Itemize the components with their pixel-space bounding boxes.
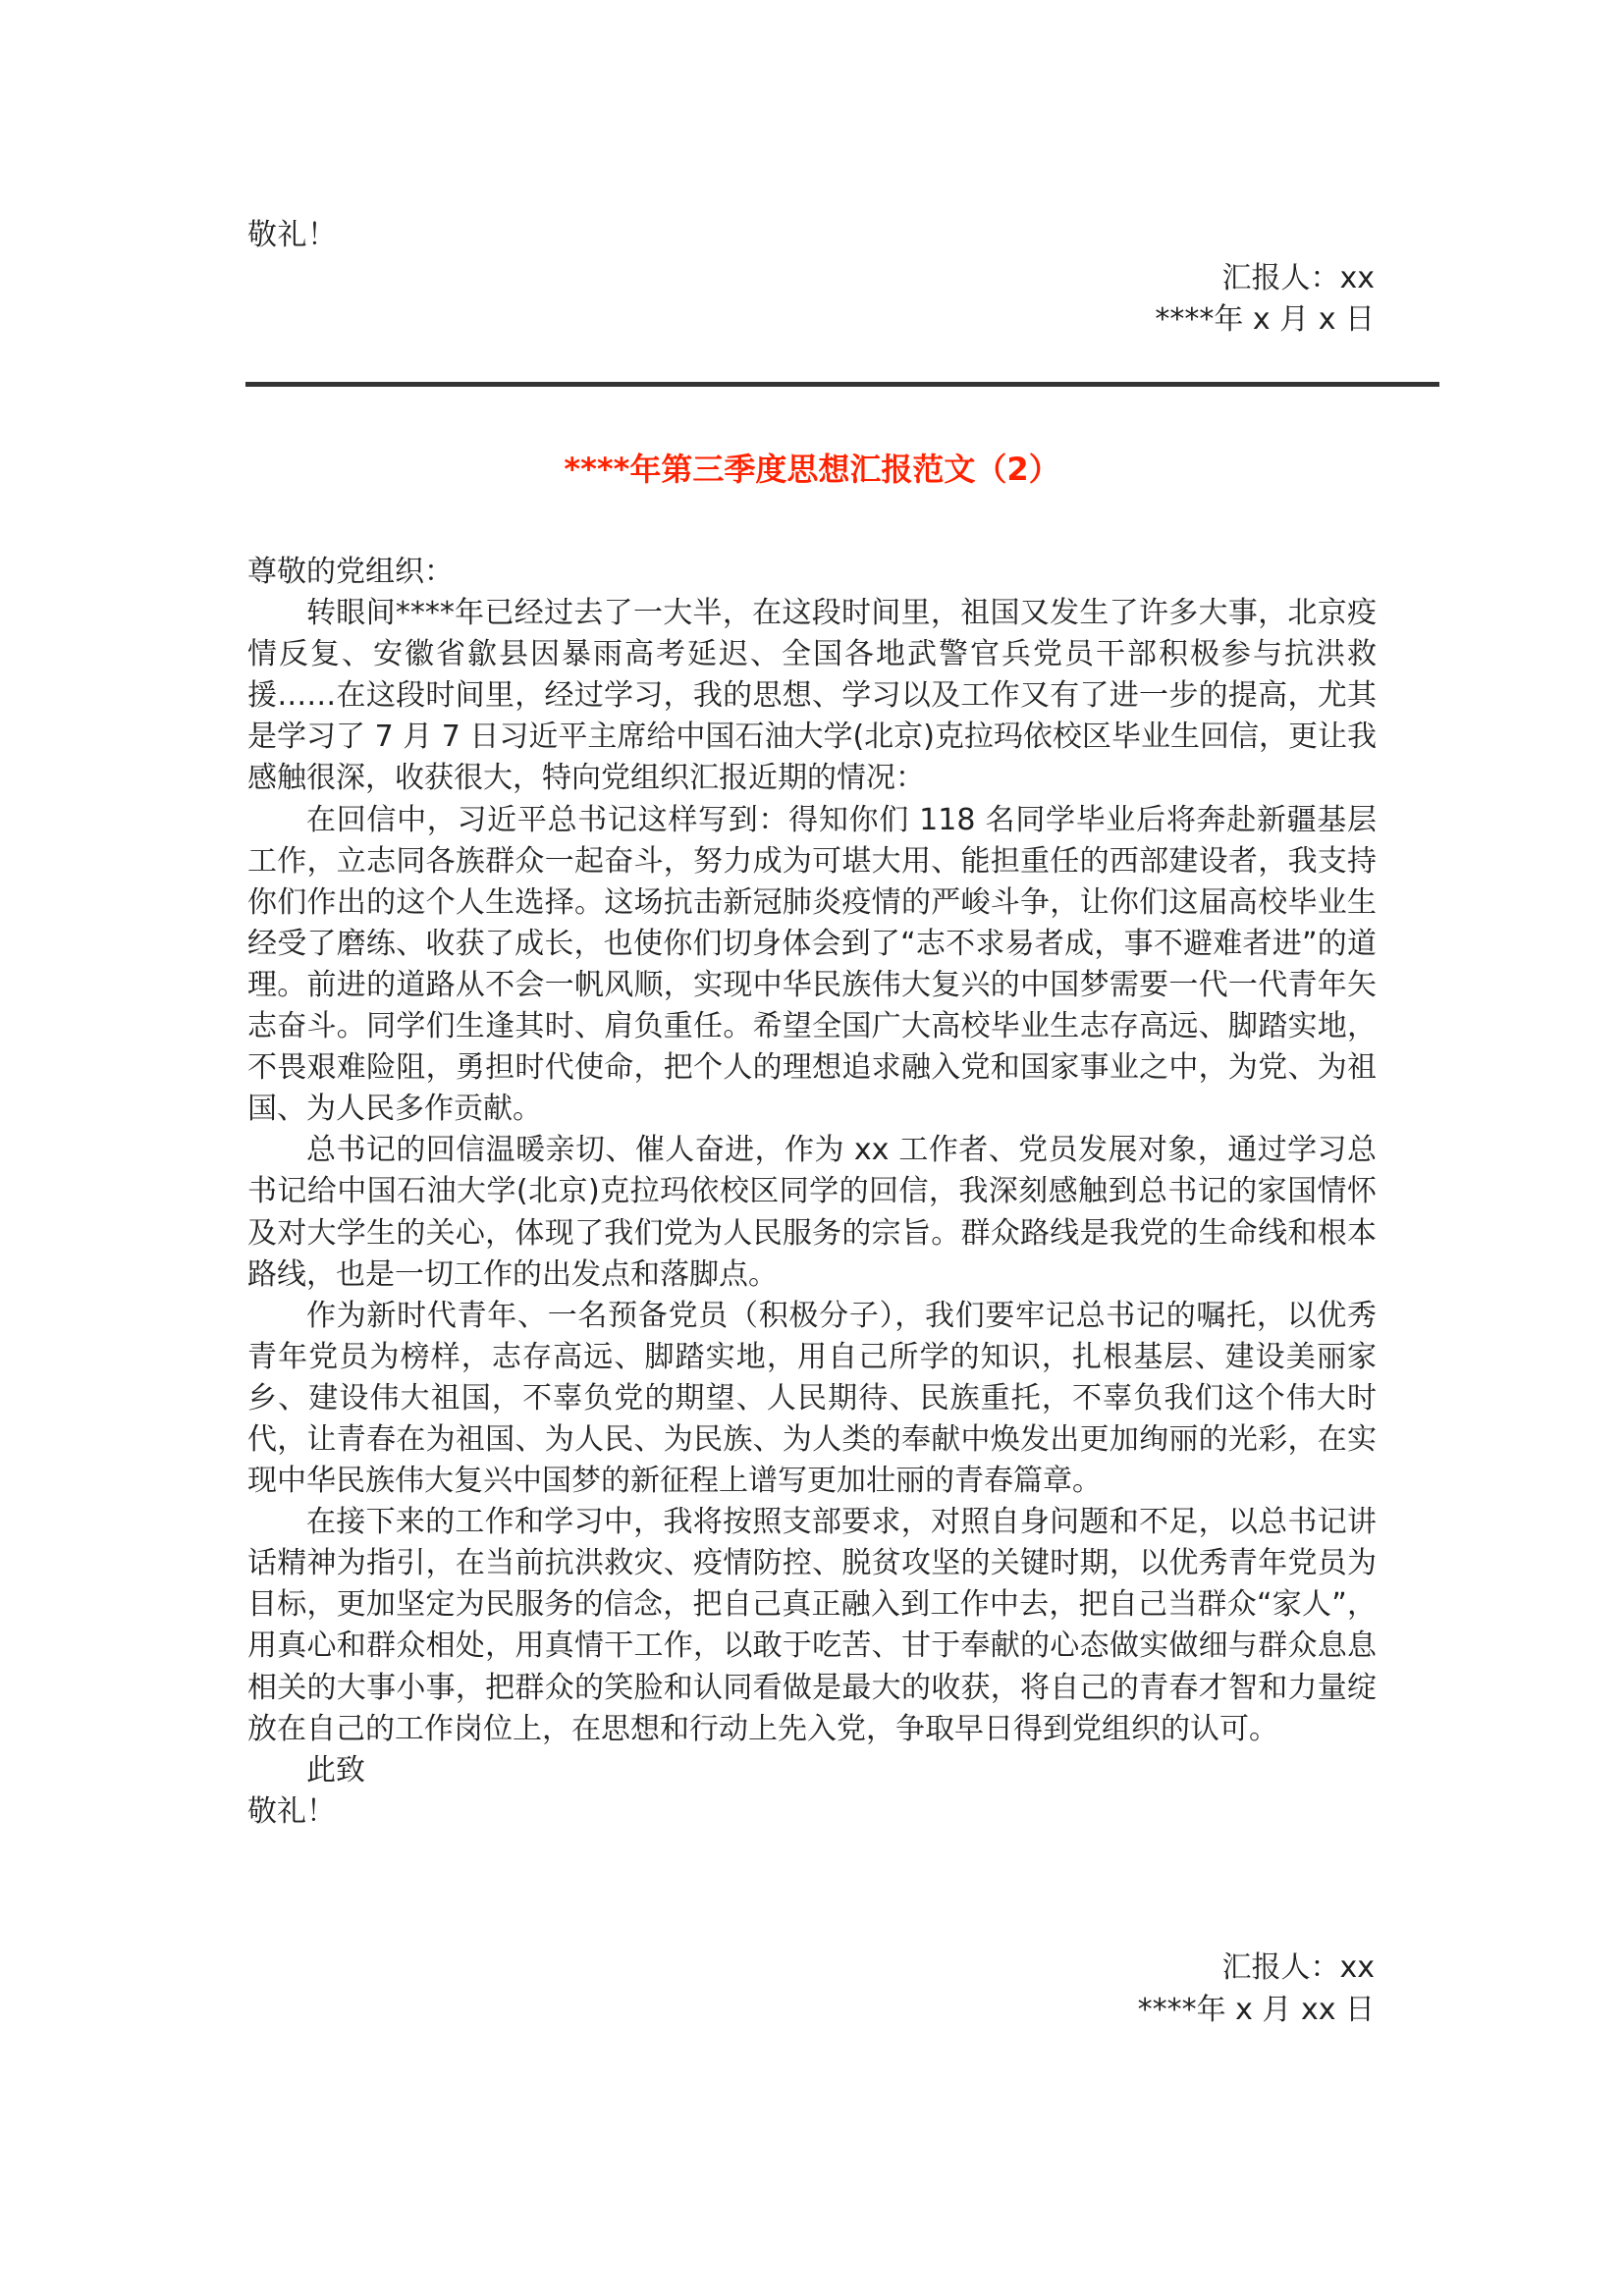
body-paragraph-4: 作为新时代青年、一名预备党员（积极分子），我们要牢记总书记的嘱托，以优秀青年党员为榜样，志存高远、脚踏实地，用自己所学的知识，扎根基层、建设美丽家乡、建设伟大祖国，不辜负党的期望、人民期待、民族重托，不辜负我们这个伟大时代，让青春在为祖国、为人民、为民族、为人类的奉献中焕发出更加绚丽的光彩，在实现中华民族伟大复兴中国梦的新征程上谱写更加壮丽的青春篇章。 bbox=[247, 1298, 1377, 1499]
previous-closing-salute: 敬礼！ bbox=[247, 218, 338, 252]
reporter-signature: 汇报人：xx bbox=[1221, 1950, 1375, 1985]
document-title: ****年第三季度思想汇报范文（2） bbox=[564, 451, 1060, 488]
body-paragraph-1: 转眼间****年已经过去了一大半，在这段时间里，祖国又发生了许多大事，北京疫情反复、安徽省歙县因暴雨高考延迟、全国各地武警官兵党员干部积极参与抗洪救援……在这段时间里，经过学习，我的思想、学习以及工作又有了进一步的提高，尤其是学习了 7 月 7 日习近平主席给中国石油大学(北京)克拉玛依校区毕业生回信，更让我感触很深，收获很大，特向党组织汇报近期的情况： bbox=[247, 596, 1377, 796]
previous-date: ****年 x 月 x 日 bbox=[1155, 302, 1375, 337]
document-body bbox=[247, 552, 1377, 1833]
closing-line-1: 此致 bbox=[306, 1752, 365, 1788]
greeting: 尊敬的党组织： bbox=[247, 555, 454, 589]
section-divider bbox=[245, 382, 1439, 387]
body-paragraph-2: 在回信中，习近平总书记这样写到：得知你们 118 名同学毕业后将奔赴新疆基层工作，立志同各族群众一起奋斗，努力成为可堪大用、能担重任的西部建设者，我支持你们作出的这个人生选择。这场抗击新冠肺炎疫情的严峻斗争，让你们这届高校毕业生经受了磨练、收获了成长，也使你们切身体会到了“志不求易者成，事不避难者进”的道理。前进的道路从不会一帆风顺，实现中华民族伟大复兴的中国梦需要一代一代青年矢志奋斗。同学们生逢其时、肩负重任。希望全国广大高校毕业生志存高远、脚踏实地，不畏艰难险阻，勇担时代使命，把个人的理想追求融入党和国家事业之中，为党、为祖国、为人民多作贡献。 bbox=[247, 802, 1377, 1127]
closing-line-2: 敬礼！ bbox=[247, 1793, 336, 1829]
previous-reporter: 汇报人：xx bbox=[1221, 261, 1375, 295]
body-paragraph-5: 在接下来的工作和学习中，我将按照支部要求，对照自身问题和不足，以总书记讲话精神为指引，在当前抗洪救灾、疫情防控、脱贫攻坚的关键时期，以优秀青年党员为目标，更加坚定为民服务的信念，把自己真正融入到工作中去，把自己当群众“家人”，用真心和群众相处，用真情干工作，以敢于吃苦、甘于奉献的心态做实做细与群众息息相关的大事小事，把群众的笑脸和认同看做是最大的收获，将自己的青春才智和力量绽放在自己的工作岗位上，在思想和行动上先入党，争取早日得到党组织的认可。 bbox=[247, 1505, 1377, 1746]
body-paragraph-3: 总书记的回信温暖亲切、催人奋进，作为 xx 工作者、党员发展对象，通过学习总书记给中国石油大学(北京)克拉玛依校区同学的回信，我深刻感触到总书记的家国情怀及对大学生的关心，体现了我们党为人民服务的宗旨。群众路线是我党的生命线和根本路线，也是一切工作的出发点和落脚点。 bbox=[247, 1133, 1377, 1292]
report-date: ****年 x 月 xx 日 bbox=[1137, 1993, 1375, 2027]
